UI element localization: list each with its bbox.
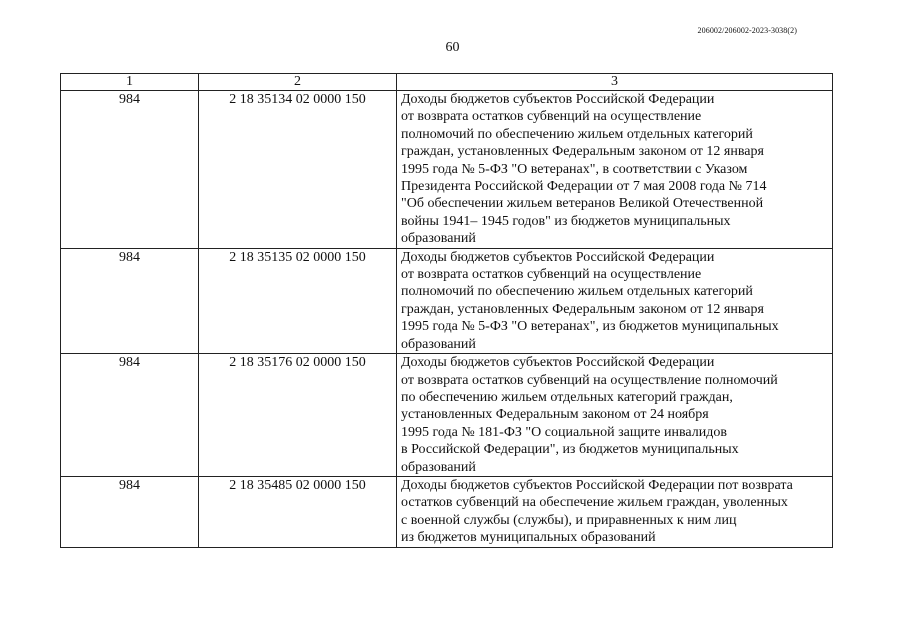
income-name-line: войны 1941– 1945 годов" из бюджетов муниципальных xyxy=(401,213,731,229)
income-name-line: образований xyxy=(401,231,476,247)
income-name-cell xyxy=(397,91,833,249)
budget-classification-code-cell: 2 18 35176 02 0000 150 xyxy=(199,354,397,477)
income-name-cell xyxy=(397,354,833,477)
income-name-line: полномочий по обеспечению жильем отдельных категорий xyxy=(401,284,753,300)
document-id: 206002/206002-2023-3038(2) xyxy=(697,26,797,35)
income-name-line: граждан, установленных Федеральным законом от 12 января xyxy=(401,301,764,317)
admin-code-cell: 984 xyxy=(61,248,199,353)
income-name-line: граждан, установленных Федеральным законом от 12 января xyxy=(401,144,764,160)
income-name-line: от возврата остатков субвенций на осуществление полномочий xyxy=(401,372,778,388)
income-name-line: по обеспечению жильем отдельных категорий граждан, xyxy=(401,389,733,405)
table-row xyxy=(61,248,833,353)
income-name-line: Доходы бюджетов субъектов Российской Федерации xyxy=(401,249,715,265)
income-name-line: установленных Федеральным законом от 24 ноября xyxy=(401,407,709,423)
income-name-line: из бюджетов муниципальных образований xyxy=(401,530,656,546)
income-name-line: "Об обеспечении жильем ветеранов Великой Отечественной xyxy=(401,196,764,212)
table-row xyxy=(61,354,833,477)
page-number: 60 xyxy=(445,40,460,55)
budget-classification-code-cell: 2 18 35485 02 0000 150 xyxy=(199,476,397,547)
income-name-line: с военной службы (службы), и приравненных к ним лиц xyxy=(401,512,737,528)
admin-code-cell: 984 xyxy=(61,354,199,477)
income-name-line: в Российской Федерации", из бюджетов муниципальных xyxy=(401,442,739,458)
income-name-line: образований xyxy=(401,459,476,475)
table-header-row xyxy=(61,74,833,91)
income-name-line: от возврата остатков субвенций на осуществление xyxy=(401,267,702,283)
income-name-line: Президента Российской Федерации от 7 мая 2008 года № 714 xyxy=(401,179,767,195)
income-name-line: Доходы бюджетов субъектов Российской Федерации xyxy=(401,355,715,371)
admin-code-cell: 984 xyxy=(61,476,199,547)
admin-code-cell: 984 xyxy=(61,91,199,249)
table-row xyxy=(61,91,833,249)
income-name-line: Доходы бюджетов субъектов Российской Федерации xyxy=(401,92,715,107)
income-name-line: 1995 года № 5-ФЗ "О ветеранах", из бюджетов муниципальных xyxy=(401,319,779,335)
budget-classification-code-cell: 2 18 35134 02 0000 150 xyxy=(199,91,397,249)
column-header-2: 2 xyxy=(199,74,397,91)
income-name-cell xyxy=(397,476,833,547)
income-name-line: Доходы бюджетов субъектов Российской Федерации пот возврата xyxy=(401,477,793,493)
income-name-line: образований xyxy=(401,336,476,352)
column-header-3: 3 xyxy=(397,74,833,91)
budget-classification-code-cell: 2 18 35135 02 0000 150 xyxy=(199,248,397,353)
income-name-line: от возврата остатков субвенций на осуществление xyxy=(401,109,702,125)
income-name-line: остатков субвенций на обеспечение жильем граждан, уволенных xyxy=(401,495,788,511)
income-name-line: полномочий по обеспечению жильем отдельных категорий xyxy=(401,126,753,142)
income-codes-table xyxy=(60,73,833,548)
income-name-line: 1995 года № 181-ФЗ "О социальной защите инвалидов xyxy=(401,424,727,440)
table-body xyxy=(61,91,833,548)
column-header-1: 1 xyxy=(61,74,199,91)
income-name-cell xyxy=(397,248,833,353)
income-name-line: 1995 года № 5-ФЗ "О ветеранах", в соответствии с Указом xyxy=(401,161,748,177)
table-row xyxy=(61,476,833,547)
